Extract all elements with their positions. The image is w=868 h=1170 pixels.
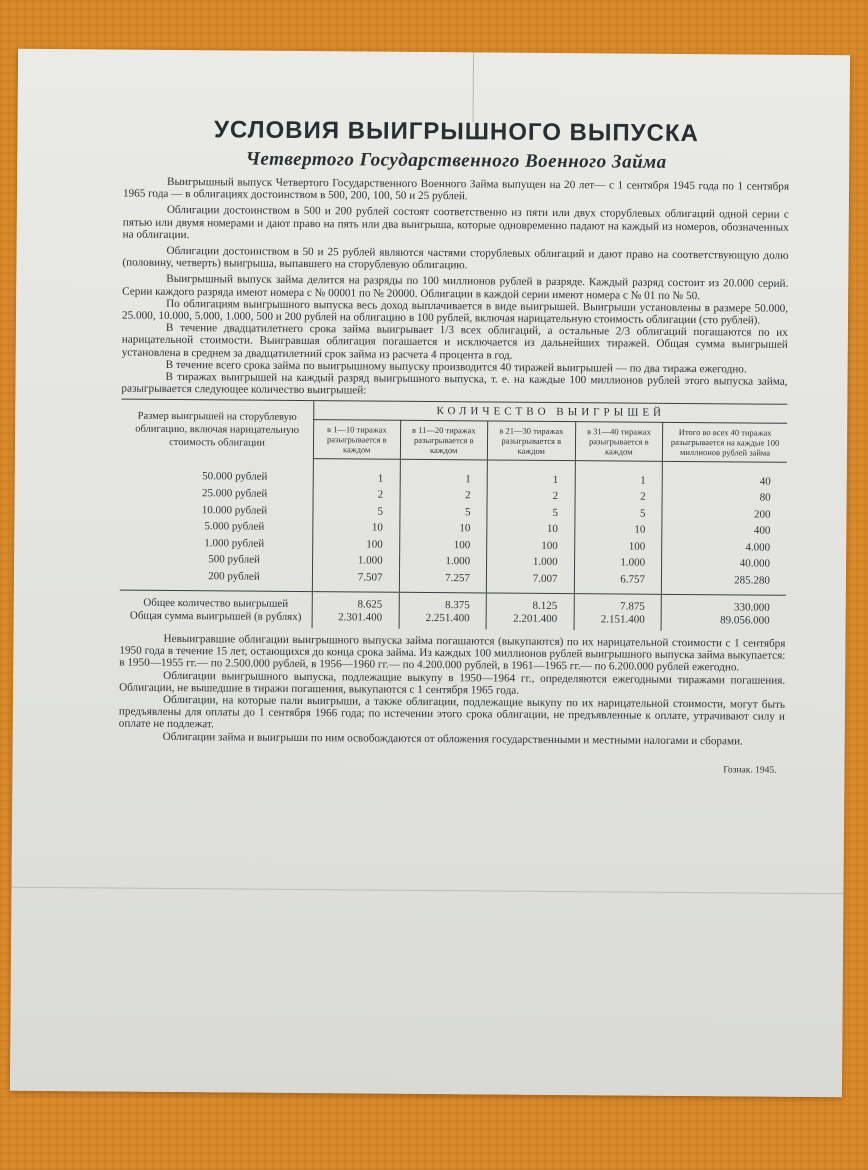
- paragraph: В течение двадцатилетнего срока займа выигрывает 1/3 всех облигаций, а остальные 2/3 облигаций погашаются по их нарицательной стоимости. Выигравшая облигация погашается и исключается из дальнейших тиражей. Общая сумма выигрышей установлена в среднем за двадцатилетний срок займа из расчета 4 процента в год.: [121, 322, 788, 362]
- table-cell: 7.007: [486, 570, 574, 594]
- table-header-prize-size: Размер выигрышей на сторублевую облигацию, включая нарицательную стоимость облигации: [135, 410, 300, 449]
- table-cell: 40: [662, 462, 787, 490]
- table-cell: 4.000: [662, 538, 787, 555]
- paragraph: Выигрышный выпуск Четвертого Государственного Военного Займа выпущен на 20 лет— с 1 сентября 1945 года по 1 сентября 1965 года — в облигациях достоинством в 500, 200, 100, 50 и 25 рублей.: [122, 175, 790, 203]
- document-sheet: [10, 49, 850, 1098]
- paragraph: Облигации, на которые пали выигрыши, а также облигации, подлежащие выкупу по их нарицательной стоимости, могут быть предъявлены для оплаты до 1 сентября 1966 года; по истечении этого срока облигации, не предъявленные к оплате, утрачивают силу и оплате не подлежат.: [118, 693, 786, 731]
- table-cell: 2.251.400: [399, 612, 487, 630]
- paragraph: Выигрышный выпуск займа делится на разряды по 100 миллионов рублей в разряде. Каждый разряд состоит из 20.000 серий. Серии каждого разряда имеют номера с № 00001 по № 20000. Облигации в каждой серии имеют номера с № 01 по № 50.: [122, 273, 789, 302]
- prize-label: 500 рублей: [208, 553, 260, 566]
- table-cell: 2: [575, 488, 663, 505]
- table-column-header: в 21—30 тиражах разыгрывается в каждом: [487, 421, 575, 461]
- paragraph: В течение всего срока займа по выигрышному выпуску производится 40 тиражей выигрышей — по два тиража ежегодно.: [165, 358, 747, 376]
- paragraph: По облигациям выигрышного выпуска весь доход выплачивается в виде выигрышей. Выигрыши установлены в размере 50.000, 25.000, 10.000, 5.000, 1.000, 500 и 200 рублей на облигацию в 100 рублей, включая нарицательную стоимость облигации (сто рублей).: [121, 297, 789, 327]
- table-cell: 400: [662, 522, 787, 539]
- prize-label: 10.000 рублей: [201, 503, 268, 517]
- table-cell: 40.000: [662, 555, 787, 572]
- table-cell: 7.257: [399, 569, 487, 593]
- table-cell: 1.000: [487, 553, 575, 570]
- document-content: [118, 116, 789, 776]
- table-column-header: в 31—40 тиражах разыгрывается в каждом: [575, 422, 663, 462]
- total-sum-label: Общая сумма выигрышей (в рублях): [129, 609, 302, 623]
- table-column-header: Итого во всех 40 тиражах разыгрывается на каждые 100 миллионов рублей займа: [662, 423, 787, 463]
- table-cell: 8.125: [486, 593, 574, 613]
- table-cell: 8.625: [312, 592, 399, 612]
- table-cell: 200: [662, 505, 787, 522]
- table-column-header: в 11—20 тиражах разыгрывается в каждом: [400, 421, 488, 461]
- table-cell: 8.375: [399, 592, 487, 612]
- table-cell: 5: [399, 503, 487, 520]
- table-cell: 1: [487, 460, 575, 488]
- table-cell: 100: [399, 536, 487, 553]
- table-cell: 5: [313, 503, 400, 520]
- table-cell: 1.000: [574, 554, 662, 571]
- prize-label: 50.000 рублей: [202, 470, 268, 484]
- table-cell: 10: [399, 520, 487, 537]
- table-cell: 1.000: [399, 553, 487, 570]
- prize-label: 200 рублей: [208, 569, 260, 583]
- table-cell: 7.875: [574, 594, 662, 614]
- paragraph: В тиражах выигрышей на каждый разряд выигрышного выпуска, т. е. на каждые 100 миллионов рублей этого выпуска займа, разыгрывается следующее количество выигрышей:: [121, 370, 788, 397]
- fold-line: [12, 887, 844, 895]
- table-cell: 10: [574, 521, 662, 538]
- prize-label: 1.000 рублей: [204, 536, 265, 550]
- table-cell: 2.201.400: [486, 612, 574, 630]
- table-cell: 5: [487, 504, 575, 521]
- paragraph: Облигации достоинством в 500 и 200 рублей состоят соответственно из пяти или двух сторублевых облигаций одной серии с пятью или двумя номерами и дают право на пять или два выигрыша, которые одновременно падают на каждый из номеров, обозначенных на облигации.: [122, 204, 789, 241]
- table-cell: 2.301.400: [312, 611, 399, 629]
- table-cell: 7.507: [312, 569, 399, 593]
- table-cell: 330.000: [661, 594, 786, 614]
- printer-imprint: Гознак. 1945.: [723, 765, 777, 776]
- table-cell: 10: [487, 520, 575, 537]
- table-cell: 1: [313, 459, 400, 487]
- paragraph: Невыигравшие облигации выигрышного выпуска займа погашаются (выкупаются) по их нарицательной стоимости с 1 сентября 1950 года в течение 15 лет, остающихся до конца срока займа. Из каждых 100 миллионов рублей выигрышного выпуска займа выкупается: в 1950—1955 гг.— по 2.500.000 рублей, в 1956—1960 гг.— по 4.200.000 рублей, в 1961—1965 гг.— по 6.200.000 рублей ежегодно.: [119, 632, 786, 674]
- table-cell: 100: [487, 537, 575, 554]
- table-cell: 6.757: [574, 571, 662, 595]
- table-cell: 1: [400, 460, 488, 488]
- table-cell: 100: [313, 536, 400, 553]
- total-count-label: Общее количество выигрышей: [120, 590, 313, 611]
- table-cell: 2: [487, 487, 575, 504]
- document-title: УСЛОВИЯ ВЫИГРЫШНОГО ВЫПУСКА: [213, 116, 700, 148]
- table-cell: 1: [575, 461, 663, 489]
- paragraph: Облигации достоинством в 50 и 25 рублей являются частями сторублевых облигаций и дают право на соответствующую долю (половину, четверть) выигрыша, выпавшего на сторублевую облигацию.: [122, 244, 789, 272]
- fold-line: [473, 52, 475, 122]
- table-header-quantity: КОЛИЧЕСТВО ВЫИГРЫШЕЙ: [314, 402, 788, 424]
- table-cell: 2: [313, 486, 400, 503]
- table-column-header: в 1—10 тиражах разыгрывается в каждом: [313, 420, 400, 460]
- table-cell: 1.000: [313, 552, 400, 569]
- prize-label: 25.000 рублей: [201, 487, 268, 500]
- table-cell: 5: [574, 505, 662, 522]
- document-subtitle: Четвертого Государственного Военного Займа: [245, 148, 667, 173]
- prize-label: 5.000 рублей: [204, 520, 265, 533]
- paragraph: Облигации займа и выигрыши по ним освобождаются от обложения государственными и местными налогами и сборами.: [162, 730, 743, 748]
- table-cell: 285.280: [661, 571, 786, 595]
- paragraph: Облигации выигрышного выпуска, подлежащие выкупу в 1950—1964 гг., определяются ежегодными тиражами погашения. Облигации, не вышедшие в тиражи погашения, выкупаются с 1 сентября 1965 года.: [119, 669, 786, 697]
- table-cell: 10: [313, 519, 400, 536]
- winnings-table: [120, 399, 788, 632]
- table-cell: 2: [400, 487, 488, 504]
- table-cell: 89.056.000: [661, 614, 786, 632]
- table-cell: 100: [574, 538, 662, 555]
- table-cell: 80: [662, 489, 787, 506]
- table-cell: 2.151.400: [574, 613, 662, 631]
